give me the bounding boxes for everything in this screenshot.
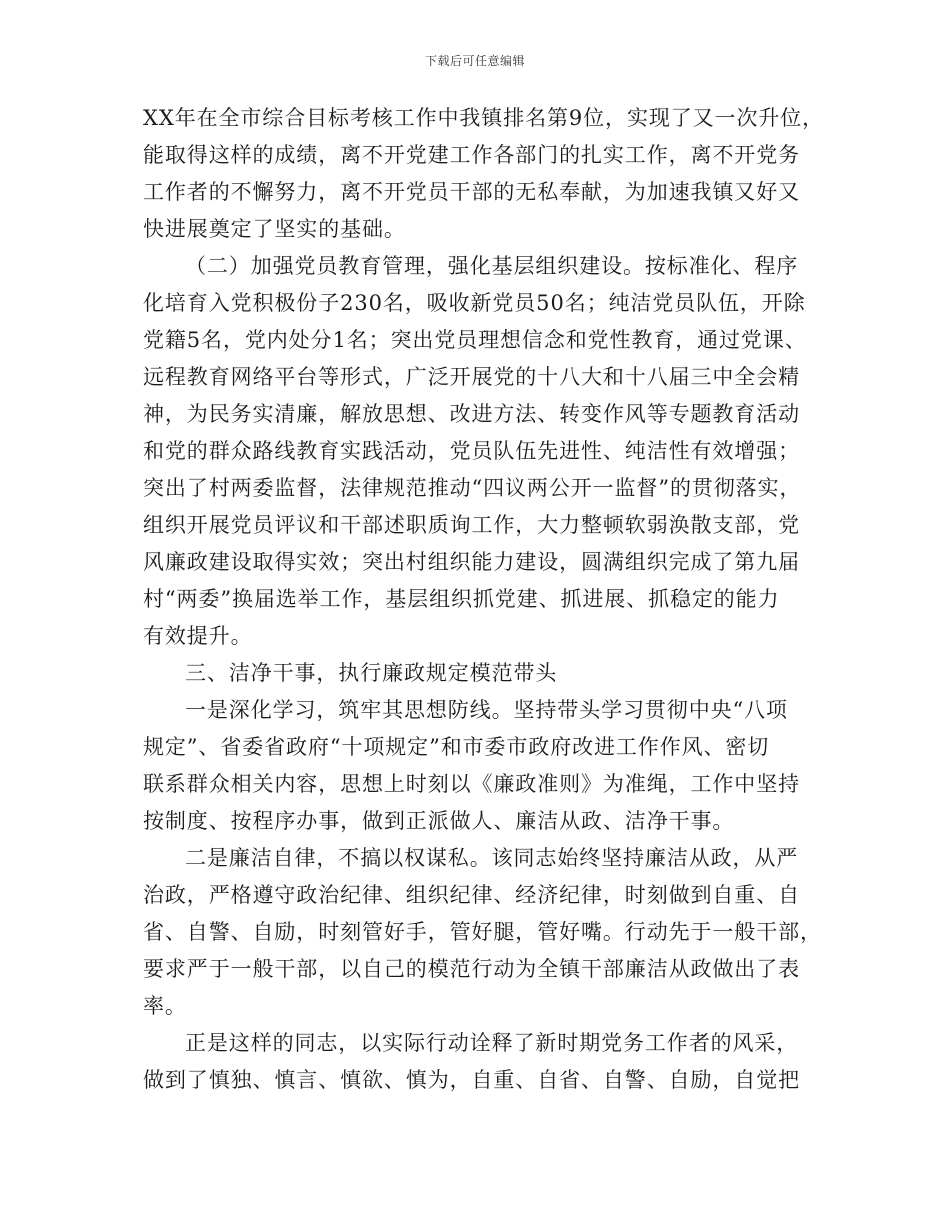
text-line: 率。 — [143, 994, 187, 1018]
text-line: 有效提升。 — [143, 624, 253, 648]
text-line: 联系群众相关内容，思想上时刻以《廉政准则》为准绳，工作中坚持 — [143, 772, 800, 796]
text-line: 规定”、省委省政府“十项规定”和市委市政府改进工作作风、密切 — [143, 735, 770, 759]
document-body — [143, 100, 825, 1099]
text-line: 治政，严格遵守政治纪律、组织纪律、经济纪律，时刻做到自重、自 — [143, 883, 800, 907]
text-line: 神，为民务实清廉，解放思想、改进方法、转变作风等专题教育活动 — [143, 402, 800, 426]
text-line: 组织开展党员评议和干部述职质询工作，大力整顿软弱涣散支部，党 — [143, 513, 800, 537]
text-line: 要求严于一般干部，以自己的模范行动为全镇干部廉洁从政做出了表 — [143, 957, 800, 981]
text-line: 三、洁净干事，执行廉政规定模范带头 — [185, 661, 558, 685]
text-line: 化培育入党积极份子230名，吸收新党员50名；纯洁党员队伍，开除 — [143, 291, 806, 315]
text-line: 工作者的不懈努力，离不开党员干部的无私奉献，为加速我镇又好又 — [143, 180, 800, 204]
text-line: 一是深化学习，筑牢其思想防线。坚持带头学习贯彻中央“八项 — [185, 698, 788, 722]
text-line: （二）加强党员教育管理，强化基层组织建设。按标准化、程序 — [185, 254, 799, 278]
text-line: 按制度、按程序办事，做到正派做人、廉洁从政、洁净干事。 — [143, 809, 735, 833]
text-line: 二是廉洁自律，不搞以权谋私。该同志始终坚持廉洁从政，从严 — [185, 846, 799, 870]
text-line: 正是这样的同志，以实际行动诠释了新时期党务工作者的风采， — [185, 1031, 799, 1055]
text-line: 能取得这样的成绩，离不开党建工作各部门的扎实工作，离不开党务 — [143, 143, 800, 167]
page-header: 下载后可任意编辑 — [424, 54, 525, 68]
text-line: 做到了慎独、慎言、慎欲、慎为，自重、自省、自警、自励，自觉把 — [143, 1068, 800, 1092]
text-line: 远程教育网络平台等形式，广泛开展党的十八大和十八届三中全会精 — [143, 365, 800, 389]
text-line: 和党的群众路线教育实践活动，党员队伍先进性、纯洁性有效增强； — [143, 439, 800, 463]
text-line: 突出了村两委监督，法律规范推动“四议两公开一监督”的贯彻落实， — [143, 476, 802, 500]
text-line: 省、自警、自励，时刻管好手，管好腿，管好嘴。行动先于一般干部， — [143, 920, 822, 944]
text-line: 党籍5名，党内处分1名；突出党员理想信念和党性教育，通过党课、 — [143, 328, 807, 352]
text-line: 风廉政建设取得实效；突出村组织能力建设，圆满组织完成了第九届 — [143, 550, 800, 574]
text-line: XX年在全市综合目标考核工作中我镇排名第9位，实现了又一次升位， — [143, 106, 825, 130]
text-line: 快进展奠定了坚实的基础。 — [143, 217, 406, 241]
text-line: 村“两委”换届选举工作，基层组织抓党建、抓进展、抓稳定的能力 — [143, 587, 780, 611]
